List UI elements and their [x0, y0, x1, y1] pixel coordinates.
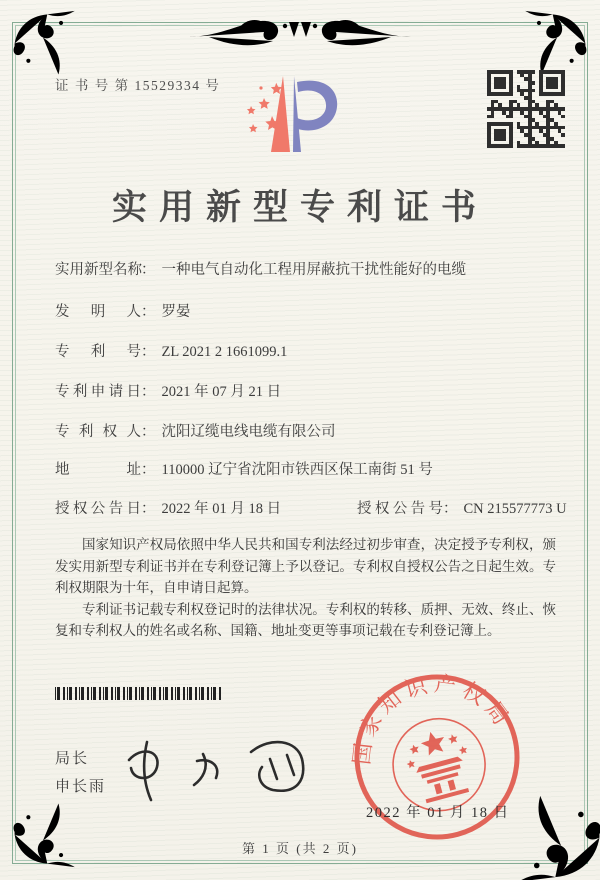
field-grant-number: 授权公告号： CN 215577773 U: [357, 497, 567, 518]
field-patent-number: 专利号： ZL 2021 2 1661099.1: [55, 340, 287, 361]
legal-text: [55, 534, 556, 642]
seal-date: 2022 年 01 月 18 日: [366, 805, 510, 821]
field-label: 专利申请日: [55, 384, 141, 400]
barcode: [55, 687, 223, 700]
top-center-ornament: [150, 2, 450, 54]
svg-text:国家知识产权局: [349, 669, 519, 772]
page-footer: 第 1 页 (共 2 页): [242, 841, 358, 856]
field-label: 专利权人: [55, 424, 141, 440]
field-value: 110000 辽宁省沈阳市铁西区保工南街 51 号: [161, 462, 433, 478]
field-label: 发明人: [55, 304, 141, 320]
field-utility-model-name: 实用新型名称： 一种电气自动化工程用屏蔽抗干扰性能好的电缆: [55, 258, 466, 279]
field-value: 2022 年 01 月 18 日: [161, 501, 282, 517]
director-name: 申长雨: [55, 779, 107, 795]
field-grant-date: 授权公告日： 2022 年 01 月 18 日: [55, 501, 281, 517]
seal-text: 国家知识产权局: [349, 670, 517, 767]
field-filing-date: 专利申请日： 2021 年 07 月 21 日: [55, 380, 281, 401]
field-value: 沈阳辽缆电线电缆有限公司: [161, 424, 336, 440]
field-value: 2021 年 07 月 21 日: [161, 384, 282, 400]
field-label: 授权公告日: [55, 501, 141, 517]
qr-code: [487, 70, 565, 148]
field-inventor: 发明人： 罗晏: [55, 300, 191, 321]
certificate-title: 实用新型专利证书: [111, 188, 488, 227]
legal-paragraph-2: 专利证书记载专利权登记时的法律状况。专利权的转移、质押、无效、终止、恢复和专利权人的姓名或名称、国籍、地址变更等事项记载在专利登记簿上。: [55, 601, 556, 638]
field-label: 授权公告号: [357, 501, 443, 517]
director-signature: [115, 726, 330, 814]
field-label: 地址: [55, 462, 141, 478]
field-label: 专利号: [55, 344, 141, 360]
director-title: 局长: [55, 751, 90, 767]
director-block: [55, 745, 106, 801]
field-grant-row: [55, 497, 567, 518]
cnipa-logo: [237, 70, 341, 166]
field-address: 地址： 110000 辽宁省沈阳市铁西区保工南街 51 号: [55, 458, 433, 479]
legal-paragraph-1: 国家知识产权局依照中华人民共和国专利法经过初步审查，决定授予专利权，颁发实用新型专利证书并在专利登记簿上予以登记。专利权自授权公告之日起生效。专利权期限为十年，自申请日起算。: [55, 537, 556, 595]
field-patentee: 专利权人： 沈阳辽缆电线电缆有限公司: [55, 420, 336, 441]
field-value: 一种电气自动化工程用屏蔽抗干扰性能好的电缆: [161, 262, 466, 278]
field-value: 罗晏: [161, 304, 191, 320]
certificate-number: 证 书 号 第 15529334 号: [55, 78, 221, 93]
field-value: ZL 2021 2 1661099.1: [161, 344, 288, 360]
field-value: CN 215577773 U: [463, 501, 567, 517]
field-label: 实用新型名称: [55, 262, 142, 278]
